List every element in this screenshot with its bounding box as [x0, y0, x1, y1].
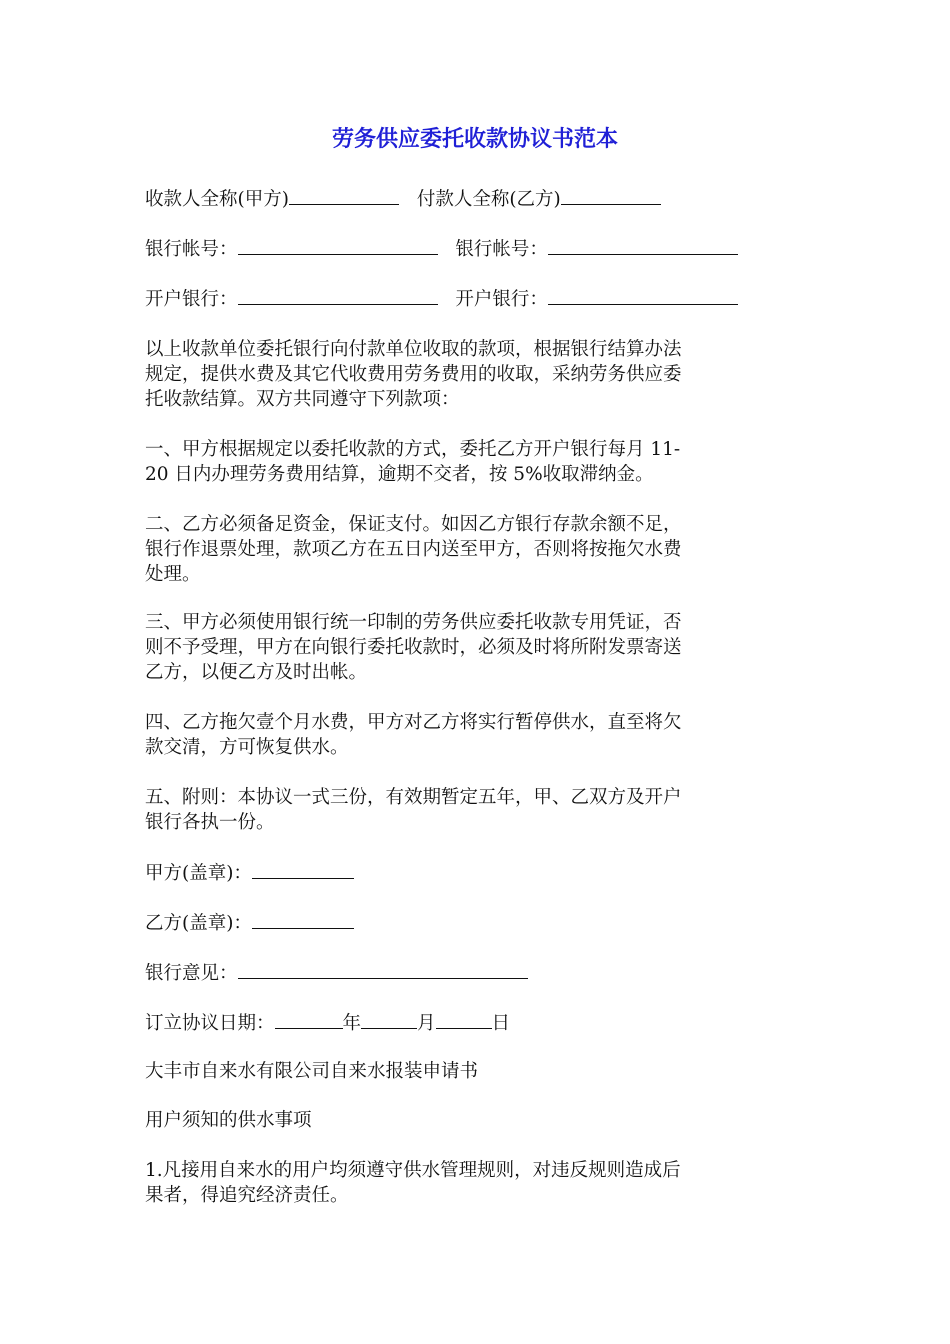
bank-account-label-a: 银行帐号： [145, 239, 238, 260]
open-bank-blank-b[interactable] [548, 286, 738, 305]
party-b-seal-blank[interactable] [252, 910, 354, 929]
agreement-date-label: 订立协议日期： [145, 1013, 275, 1034]
clause-line: 则不予受理，甲方在向银行委托收款时，必须及时将所附发票寄送 [145, 637, 682, 658]
application-heading: 大丰市自来水有限公司自来水报装申请书 [145, 1061, 479, 1082]
year-label: 年 [342, 1013, 362, 1034]
bank-account-blank-a[interactable] [238, 236, 438, 255]
document-title: 劳务供应委托收款协议书范本 [331, 127, 618, 152]
party-a-seal-blank[interactable] [252, 860, 354, 879]
intro-line: 托收款结算。双方共同遵守下列款项： [145, 389, 460, 410]
party-b-seal-row [145, 910, 815, 936]
bank-opinion-label: 银行意见： [145, 963, 238, 984]
open-bank-label-a: 开户银行： [145, 289, 238, 310]
open-bank-blank-a[interactable] [238, 286, 438, 305]
open-bank-label-b: 开户银行： [455, 289, 548, 310]
bank-opinion-row [145, 960, 815, 986]
clause-4 [145, 710, 809, 760]
clause-line: 20 日内办理劳务费用结算，逾期不交者，按 5%收取滞纳金。 [145, 464, 654, 485]
notice-line: 1.凡接用自来水的用户均须遵守供水管理规则，对违反规则造成后 [145, 1160, 681, 1181]
month-blank[interactable] [361, 1010, 417, 1029]
bank-account-label-b: 银行帐号： [455, 239, 548, 260]
clause-line: 四、乙方拖欠壹个月水费，甲方对乙方将实行暂停供水，直至将欠 [145, 712, 682, 733]
clause-line: 处理。 [145, 564, 201, 585]
month-label: 月 [417, 1013, 436, 1034]
year-blank[interactable] [275, 1010, 343, 1029]
bank-account-row [145, 236, 815, 262]
open-bank-row [145, 286, 815, 312]
clause-line: 乙方，以便乙方及时出帐。 [145, 662, 368, 683]
clause-line: 三、甲方必须使用银行统一印制的劳务供应委托收款专用凭证，否 [145, 612, 682, 633]
clause-line: 款交清，方可恢复供水。 [145, 737, 349, 758]
day-label: 日 [491, 1013, 511, 1034]
clause-3 [145, 610, 809, 685]
payer-blank[interactable] [561, 186, 661, 205]
payee-blank[interactable] [289, 186, 399, 205]
party-a-seal-row [145, 860, 815, 886]
agreement-date-row [145, 1010, 815, 1036]
intro-paragraph [145, 337, 809, 412]
clause-line: 五、附则：本协议一式三份，有效期暂定五年，甲、乙双方及开户 [145, 787, 682, 808]
clause-line: 二、乙方必须备足资金，保证支付。如因乙方银行存款余额不足， [145, 514, 682, 535]
payer-label: 付款人全称(乙方) [416, 189, 561, 210]
clause-5 [145, 785, 809, 835]
notice-item-1 [145, 1158, 809, 1208]
clause-1 [145, 437, 809, 487]
bank-account-blank-b[interactable] [548, 236, 738, 255]
clause-line: 银行作退票处理，款项乙方在五日内送至甲方，否则将按拖欠水费 [145, 539, 682, 560]
intro-line: 规定，提供水费及其它代收费用劳务费用的收取，采纳劳务供应委 [145, 364, 682, 385]
party-b-seal-label: 乙方(盖章)： [145, 913, 252, 934]
notice-line: 果者，得追究经济责任。 [145, 1185, 349, 1206]
payee-payer-row [145, 186, 815, 212]
clause-2 [145, 512, 809, 587]
intro-line: 以上收款单位委托银行向付款单位收取的款项，根据银行结算办法 [145, 339, 682, 360]
party-a-seal-label: 甲方(盖章)： [145, 863, 252, 884]
day-blank[interactable] [436, 1010, 492, 1029]
clause-line: 银行各执一份。 [145, 812, 275, 833]
clause-line: 一、甲方根据规定以委托收款的方式，委托乙方开户银行每月 11- [145, 439, 681, 460]
bank-opinion-blank[interactable] [238, 960, 528, 979]
payee-label: 收款人全称(甲方) [145, 189, 289, 210]
user-notice-heading: 用户须知的供水事项 [145, 1110, 312, 1131]
